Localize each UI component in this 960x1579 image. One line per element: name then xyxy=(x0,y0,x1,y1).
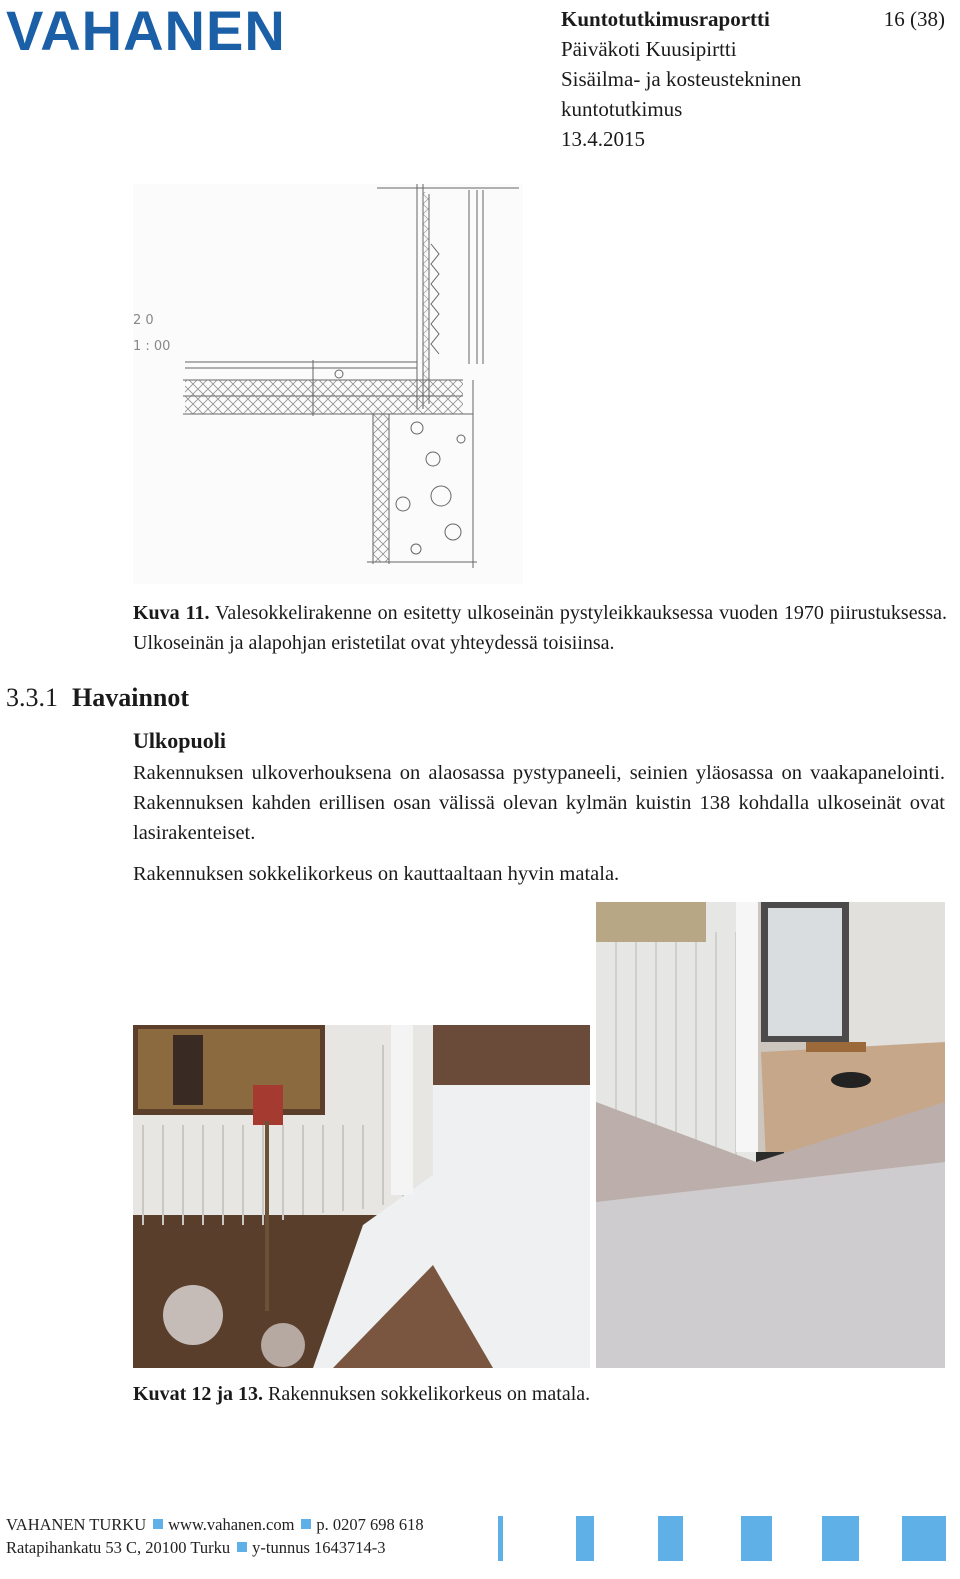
footer-web: www.vahanen.com xyxy=(168,1515,295,1534)
subsection-heading: Ulkopuoli xyxy=(133,728,226,753)
separator-square-icon xyxy=(153,1519,163,1529)
section-title: Havainnot xyxy=(72,683,190,712)
footer-phone: p. 0207 698 618 xyxy=(316,1515,424,1534)
section-number: 3.3.1 xyxy=(6,683,58,712)
svg-text:2 0: 2 0 xyxy=(133,313,154,328)
footer-line-1 xyxy=(6,1514,424,1536)
page-number: 16 (38) xyxy=(883,7,945,31)
document-title: Kuntotutkimusraportti xyxy=(561,7,770,31)
separator-square-icon xyxy=(237,1542,247,1552)
footer-decorative-bars xyxy=(498,1516,950,1561)
figure-12-13-text: Rakennuksen sokkelikorkeus on matala. xyxy=(268,1383,591,1405)
section-heading xyxy=(6,683,189,713)
separator-square-icon xyxy=(301,1519,311,1529)
footer-company: VAHANEN TURKU xyxy=(6,1515,147,1534)
footer-line-2 xyxy=(6,1537,386,1559)
document-header xyxy=(561,4,861,154)
figure-12-13-label: Kuvat 12 ja 13. xyxy=(133,1383,263,1405)
svg-text:1 : 00: 1 : 00 xyxy=(133,339,171,354)
document-date: 13.4.2015 xyxy=(561,127,645,151)
figure-11-text: Valesokkelirakenne on esitetty ulkoseinän pystyleikkauksessa vuoden 1970 piirustuksessa. Ulkoseinän ja alapohjan eristetilat ovat yhteydessä toisiinsa. xyxy=(133,602,948,654)
photo-12 xyxy=(133,1025,590,1368)
paragraph-plinth: Rakennuksen sokkelikorkeus on kauttaaltaan hyvin matala. xyxy=(133,863,620,885)
footer-business-id: y-tunnus 1643714-3 xyxy=(252,1538,386,1557)
figure-11-label: Kuva 11. xyxy=(133,602,210,624)
footer-address: Ratapihankatu 53 C, 20100 Turku xyxy=(6,1538,231,1557)
subject-line-2: Sisäilma- ja kosteustekninen xyxy=(561,67,802,91)
figure-12-13-caption xyxy=(133,1379,947,1409)
vahanen-logo xyxy=(6,2,288,58)
paragraph-cladding: Rakennuksen ulkoverhouksena on alaosassa pystypaneeli, seinien yläosassa on vaakapanelointi. Rakennuksen kahden erillisen osan välissä olevan kylmän kuistin 138 kohdalla ulkoseinät ovat lasirakenteiset. xyxy=(133,762,945,844)
svg-text:VAHANEN: VAHANEN xyxy=(6,2,286,58)
subject-line-3: kuntotutkimus xyxy=(561,97,683,121)
figure-11-caption xyxy=(133,598,947,658)
subject-line-1: Päiväkoti Kuusipirtti xyxy=(561,37,737,61)
cross-section-drawing xyxy=(133,184,523,584)
photo-13 xyxy=(596,902,945,1368)
